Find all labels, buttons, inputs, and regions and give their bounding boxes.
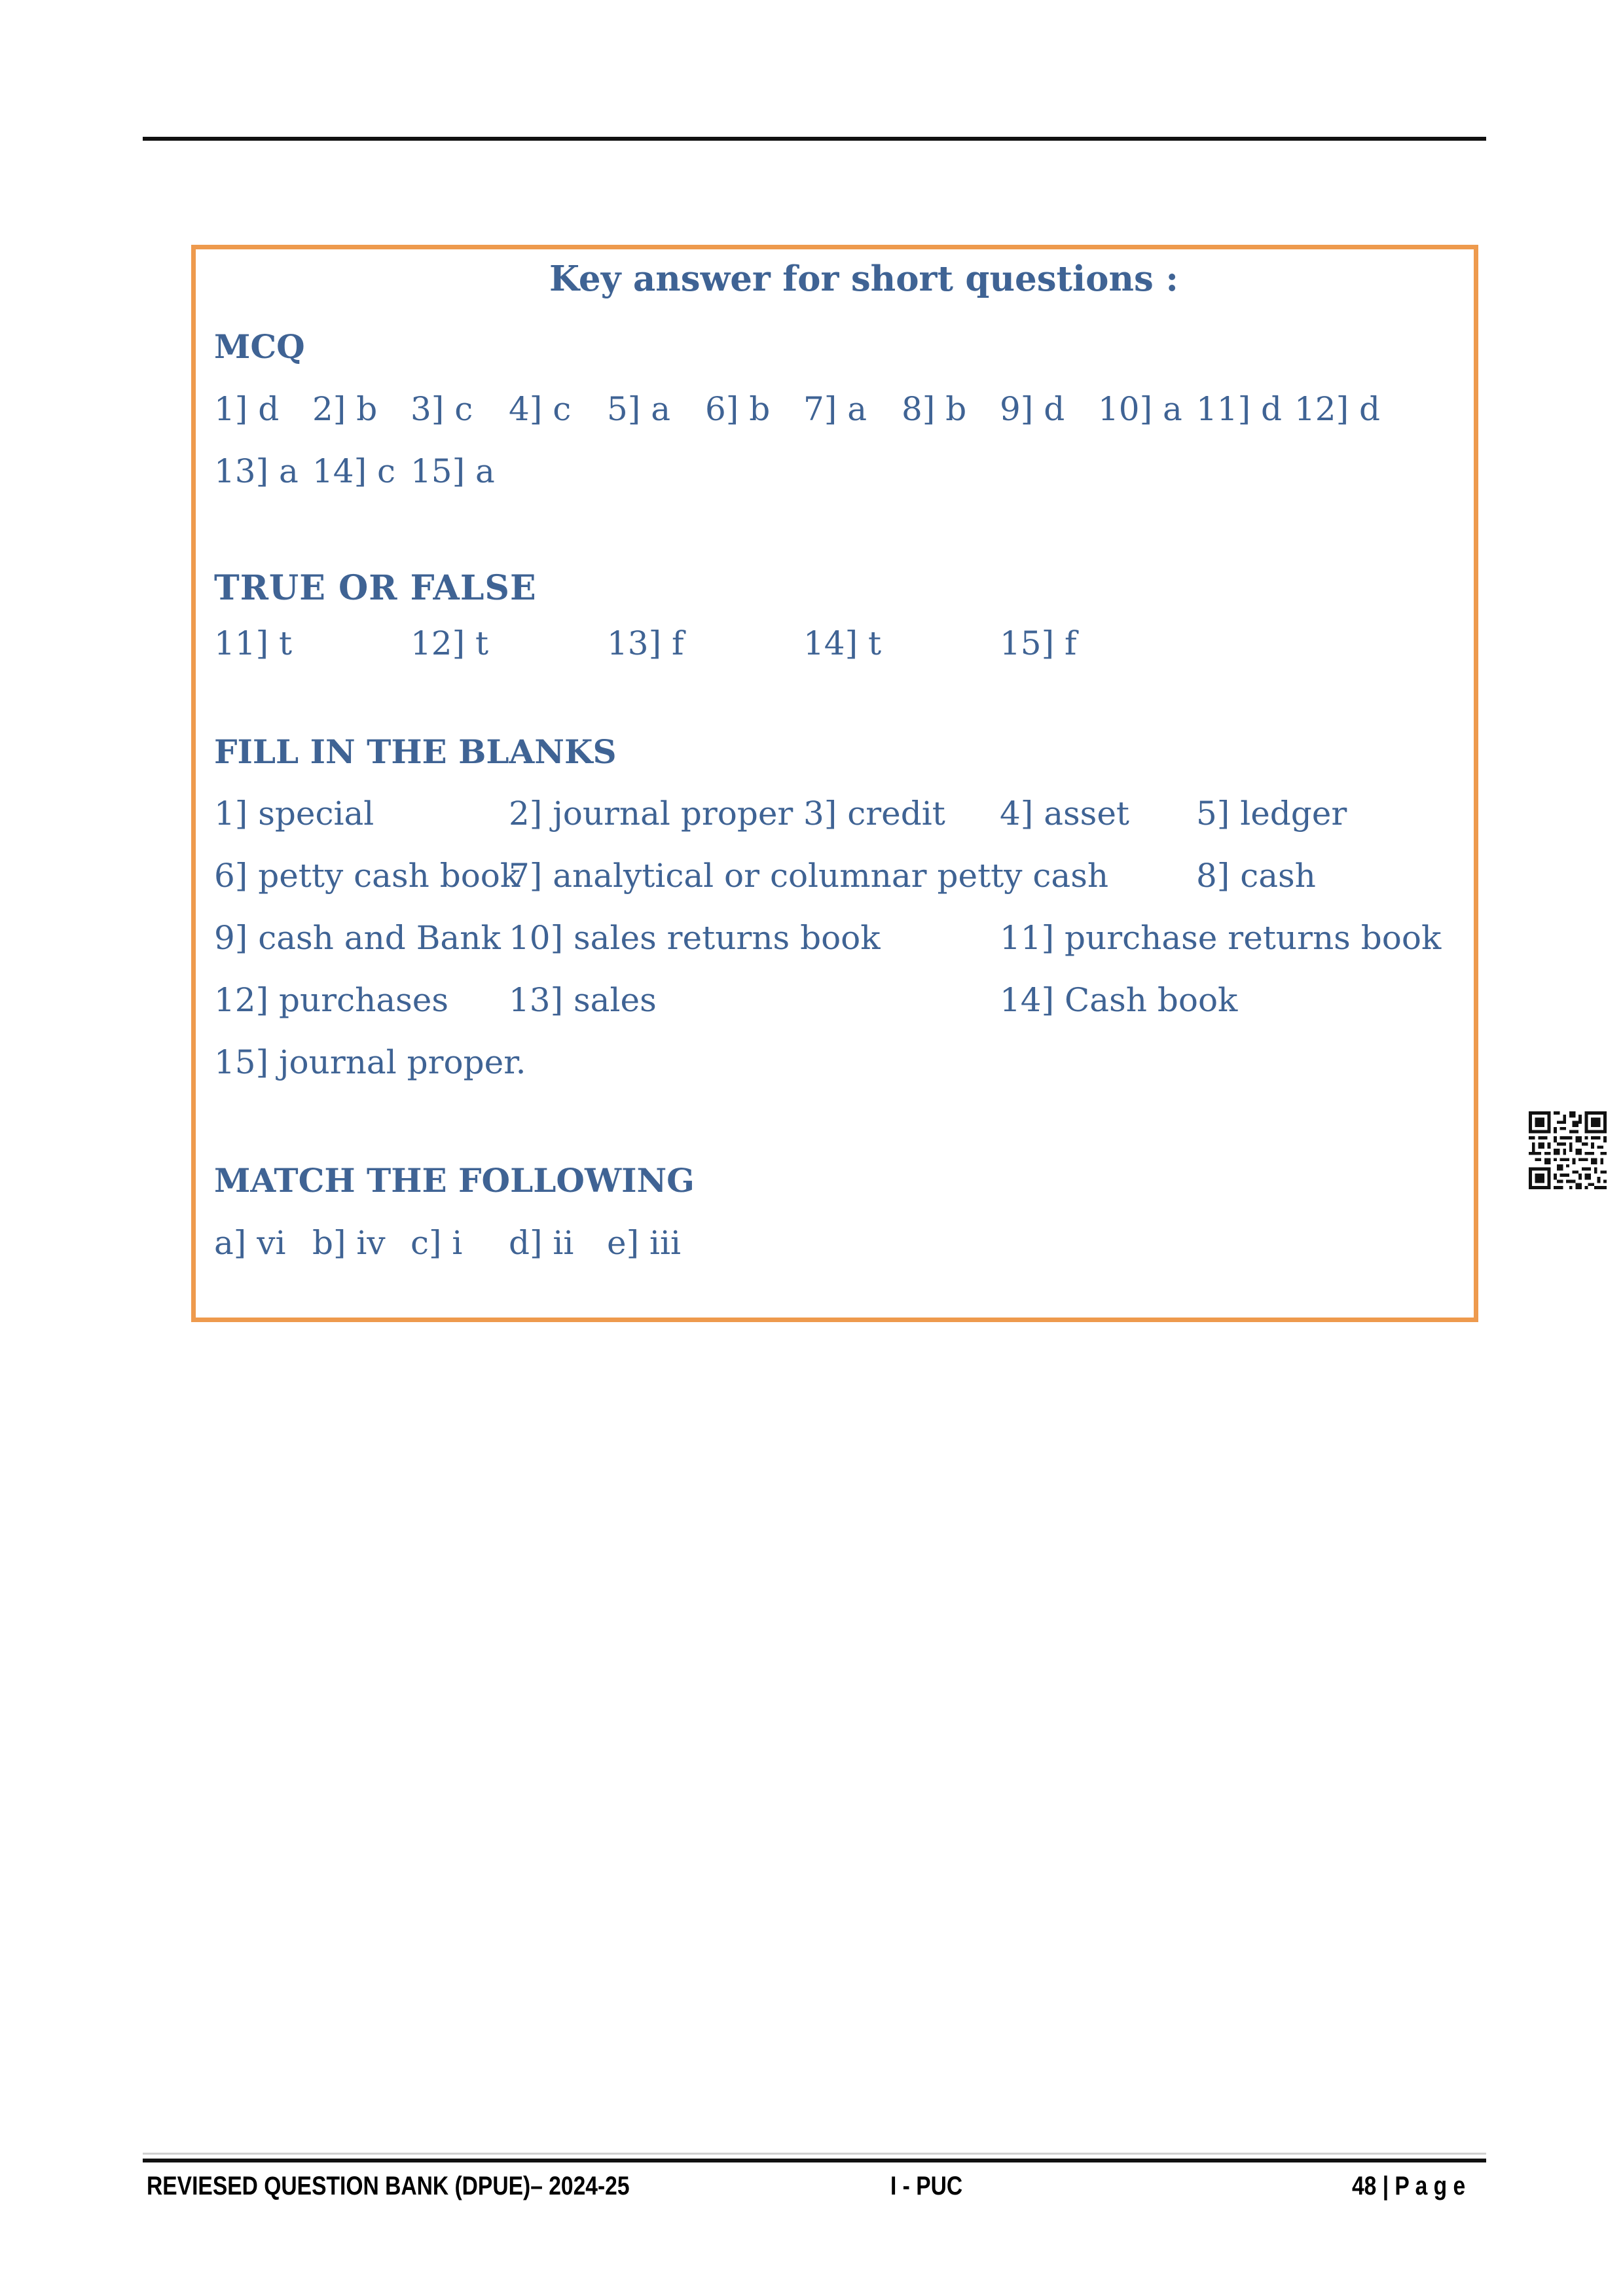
mcq-answer: 6] b (705, 390, 771, 428)
fill-blank-answer: 12] purchases (214, 981, 449, 1019)
mcq-answer: 12] d (1294, 390, 1381, 428)
true-false-heading: TRUE OR FALSE (214, 568, 537, 608)
true-false-answer: 15] f (1000, 624, 1077, 662)
mcq-heading: MCQ (214, 327, 305, 366)
footer-rule (143, 2159, 1486, 2162)
footer-class-label: I - PUC (890, 2172, 963, 2200)
mcq-answer: 14] c (312, 452, 396, 490)
fill-blank-answer: 6] petty cash book (214, 857, 520, 895)
true-false-answer: 13] f (607, 624, 684, 662)
match-heading: MATCH THE FOLLOWING (214, 1161, 695, 1200)
footer-document-title: REVIESED QUESTION BANK (DPUE)– 2024-25 (147, 2172, 630, 2200)
mcq-answer: 3] c (410, 390, 473, 428)
fill-blank-answer: 11] purchase returns book (1000, 919, 1442, 957)
mcq-answer: 10] a (1098, 390, 1182, 428)
match-answer: a] vi (214, 1224, 286, 1262)
true-false-answer: 14] t (803, 624, 882, 662)
qr-code-icon (1529, 1111, 1607, 1189)
match-answer: b] iv (312, 1224, 386, 1262)
mcq-answer: 11] d (1196, 390, 1283, 428)
footer-page-number: 48 | P a g e (1351, 2172, 1465, 2200)
answer-key-title: Key answer for short questions : (549, 259, 1178, 299)
fill-blank-answer: 1] special (214, 795, 374, 833)
true-false-answer: 12] t (410, 624, 489, 662)
mcq-answer: 1] d (214, 390, 280, 428)
mcq-answer: 9] d (1000, 390, 1065, 428)
fill-blank-answer: 13] sales (509, 981, 657, 1019)
mcq-answer: 8] b (902, 390, 967, 428)
match-answer: d] ii (509, 1224, 574, 1262)
fill-blank-answer: 8] cash (1196, 857, 1316, 895)
fill-blank-answer: 5] ledger (1196, 795, 1347, 833)
mcq-answer: 4] c (509, 390, 572, 428)
fill-blank-answer: 3] credit (803, 795, 945, 833)
true-false-answer: 11] t (214, 624, 293, 662)
fill-blank-answer: 4] asset (1000, 795, 1130, 833)
mcq-answer: 2] b (312, 390, 378, 428)
fill-blanks-heading: FILL IN THE BLANKS (214, 732, 617, 771)
fill-blank-answer: 10] sales returns book (509, 919, 881, 957)
mcq-answer: 5] a (607, 390, 671, 428)
fill-blank-answer: 2] journal proper (509, 795, 793, 833)
fill-blank-answer: 14] Cash book (1000, 981, 1238, 1019)
fill-blank-answer: 15] journal proper. (214, 1043, 526, 1081)
fill-blank-answer: 7] analytical or columnar petty cash (509, 857, 1109, 895)
mcq-answer: 13] a (214, 452, 299, 490)
header-rule (143, 137, 1486, 141)
match-answer: c] i (410, 1224, 463, 1262)
match-answer: e] iii (607, 1224, 681, 1262)
footer-rule-thin (143, 2153, 1486, 2155)
mcq-answer: 15] a (410, 452, 495, 490)
fill-blank-answer: 9] cash and Bank (214, 919, 501, 957)
mcq-answer: 7] a (803, 390, 867, 428)
